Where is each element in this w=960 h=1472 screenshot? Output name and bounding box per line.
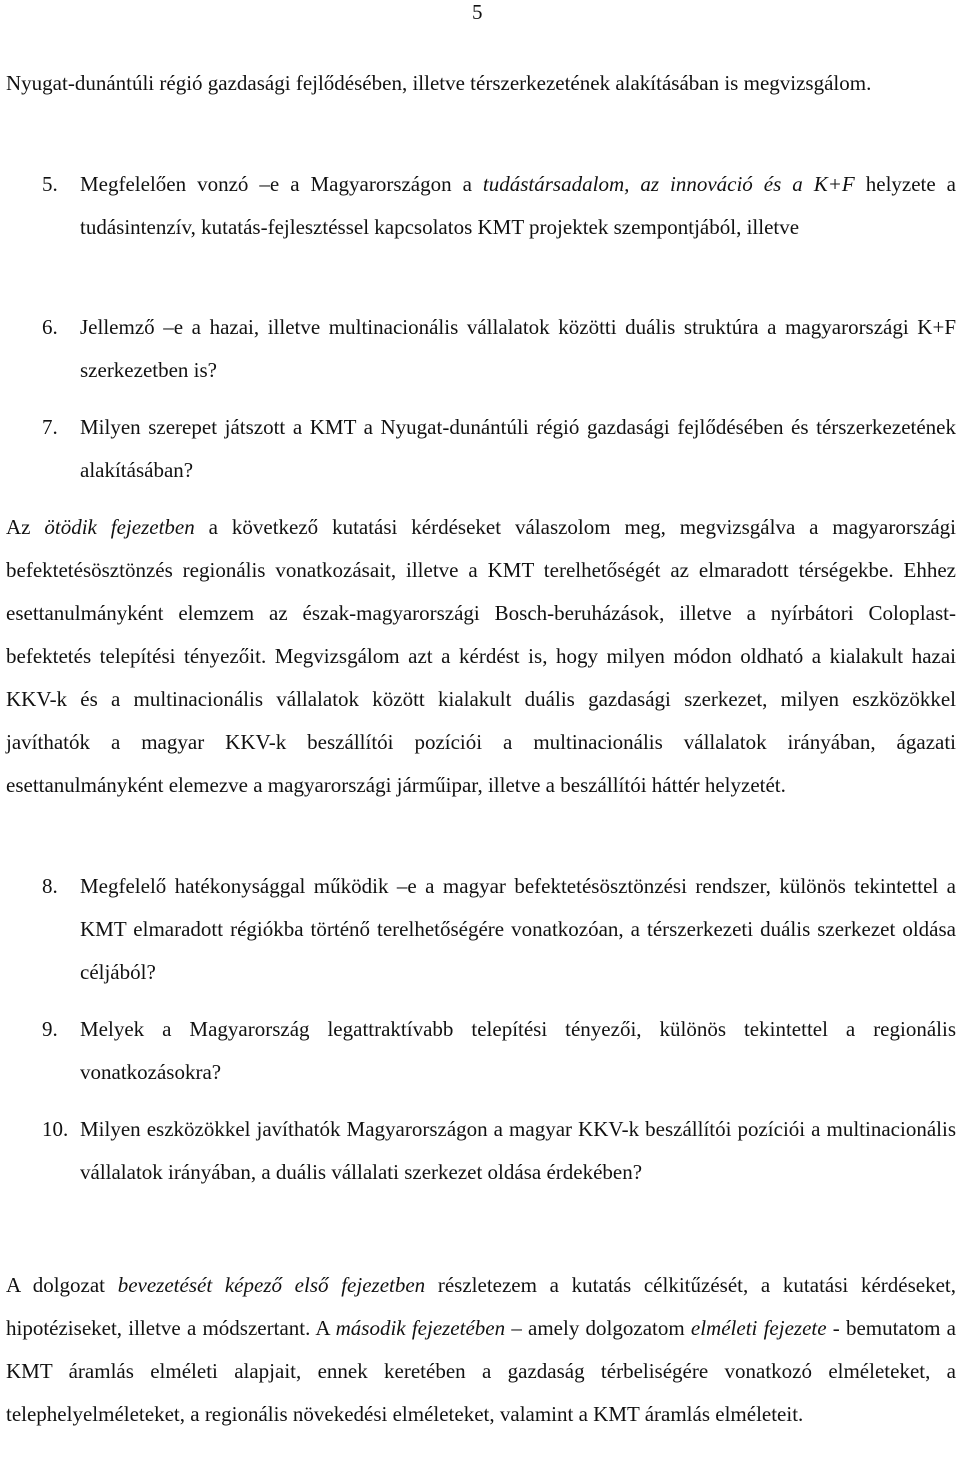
question-8 <box>42 865 956 994</box>
question-text <box>80 163 956 249</box>
question-number: 6. <box>42 315 58 339</box>
intro-paragraph <box>6 62 956 105</box>
paragraph-emphasis: elméleti fejezete <box>690 1316 827 1340</box>
paragraph-text: a következő kutatási kérdéseket válaszolom meg, megvizsgálva a magyarországi befektetésösztönzés regionális vonatkozásait, illetve a KMT terelhetőségét az elmaradott térségekbe. Ehhez esettanulmányként elemzem az észak-magyarországi Bosch-beruházások, illetve a nyírbátori Coloplast-befektetés telepítési tényezőit. Megvizsgálom azt a kérdést is, hogy milyen módon oldható a kialakult hazai KKV-k és a multinacionális vállalatok között kialakult duális gazdasági szerkezet, milyen eszközökkel javíthatók a magyar KKV-k beszállítói pozíciói a multinacionális vállalatok irányában, ágazati esettanulmányként elemezve a magyarországi járműipar, illetve a beszállítói háttér helyzetét. <box>6 515 956 797</box>
question-text-part: helyzete a tudásintenzív, kutatás-fejlesztéssel kapcsolatos KMT projektek szempontjából, illetve <box>80 172 957 239</box>
paragraph-text: - bemutatom a KMT áramlás elméleti alapjait, ennek keretében a gazdaság térbeliségére vonatkozó elméleteket, a telephelyelméleteket, a regionális növekedési elméleteket, valamint a KMT áramlás elméleteit. <box>6 1316 956 1426</box>
question-6 <box>42 306 956 392</box>
paragraph-text: részletezem a kutatás célkitűzését, a kutatási kérdéseket, hipotéziseket, illetve a módszertant. A <box>6 1273 956 1340</box>
question-text-part: Megfelelően vonzó –e a Magyarországon a <box>80 172 483 196</box>
question-number: 9. <box>42 1017 58 1041</box>
chapter5-paragraph <box>6 506 956 807</box>
question-7 <box>42 406 956 492</box>
intro-text: Nyugat-dunántúli régió gazdasági fejlődésében, illetve térszerkezetének alakításában is megvizsgálom. <box>6 71 872 95</box>
question-emphasis: tudástársadalom, az innováció és a K+F <box>482 172 855 196</box>
question-text: Melyek a Magyarország legattraktívabb telepítési tényezői, különös tekintettel a regionális vonatkozásokra? <box>80 1017 956 1084</box>
question-text: Jellemző –e a hazai, illetve multinacionális vállalatok közötti duális struktúra a magyarországi K+F szerkezetben is? <box>80 315 956 382</box>
paragraph-text: Az <box>6 515 45 539</box>
page-number: 5 <box>472 0 483 24</box>
question-number: 7. <box>42 415 58 439</box>
question-number: 10. <box>42 1117 69 1141</box>
question-number: 8. <box>42 874 58 898</box>
question-5 <box>42 163 956 249</box>
paragraph-emphasis: második fejezetében <box>335 1316 506 1340</box>
paragraph-emphasis: ötödik fejezetben <box>44 515 195 539</box>
question-text: Megfelelő hatékonysággal működik –e a magyar befektetésösztönzési rendszer, különös tekintettel a KMT elmaradott régiókba történő terelhetőségére vonatkozóan, a térszerkezeti duális szerkezet oldása céljából? <box>80 874 956 984</box>
question-text: Milyen szerepet játszott a KMT a Nyugat-dunántúli régió gazdasági fejlődésében és térszerkezetének alakításában? <box>80 415 956 482</box>
paragraph-text: – amely dolgozatom <box>505 1316 691 1340</box>
question-10 <box>42 1108 956 1194</box>
structure-paragraph <box>6 1264 956 1436</box>
paragraph-text: A dolgozat <box>6 1273 118 1297</box>
paragraph-emphasis: bevezetését képező első fejezetben <box>117 1273 426 1297</box>
question-text: Milyen eszközökkel javíthatók Magyarországon a magyar KKV-k beszállítói pozíciói a multinacionális vállalatok irányában, a duális vállalati szerkezet oldása érdekében? <box>80 1117 956 1184</box>
question-9 <box>42 1008 956 1094</box>
question-number: 5. <box>42 172 58 196</box>
